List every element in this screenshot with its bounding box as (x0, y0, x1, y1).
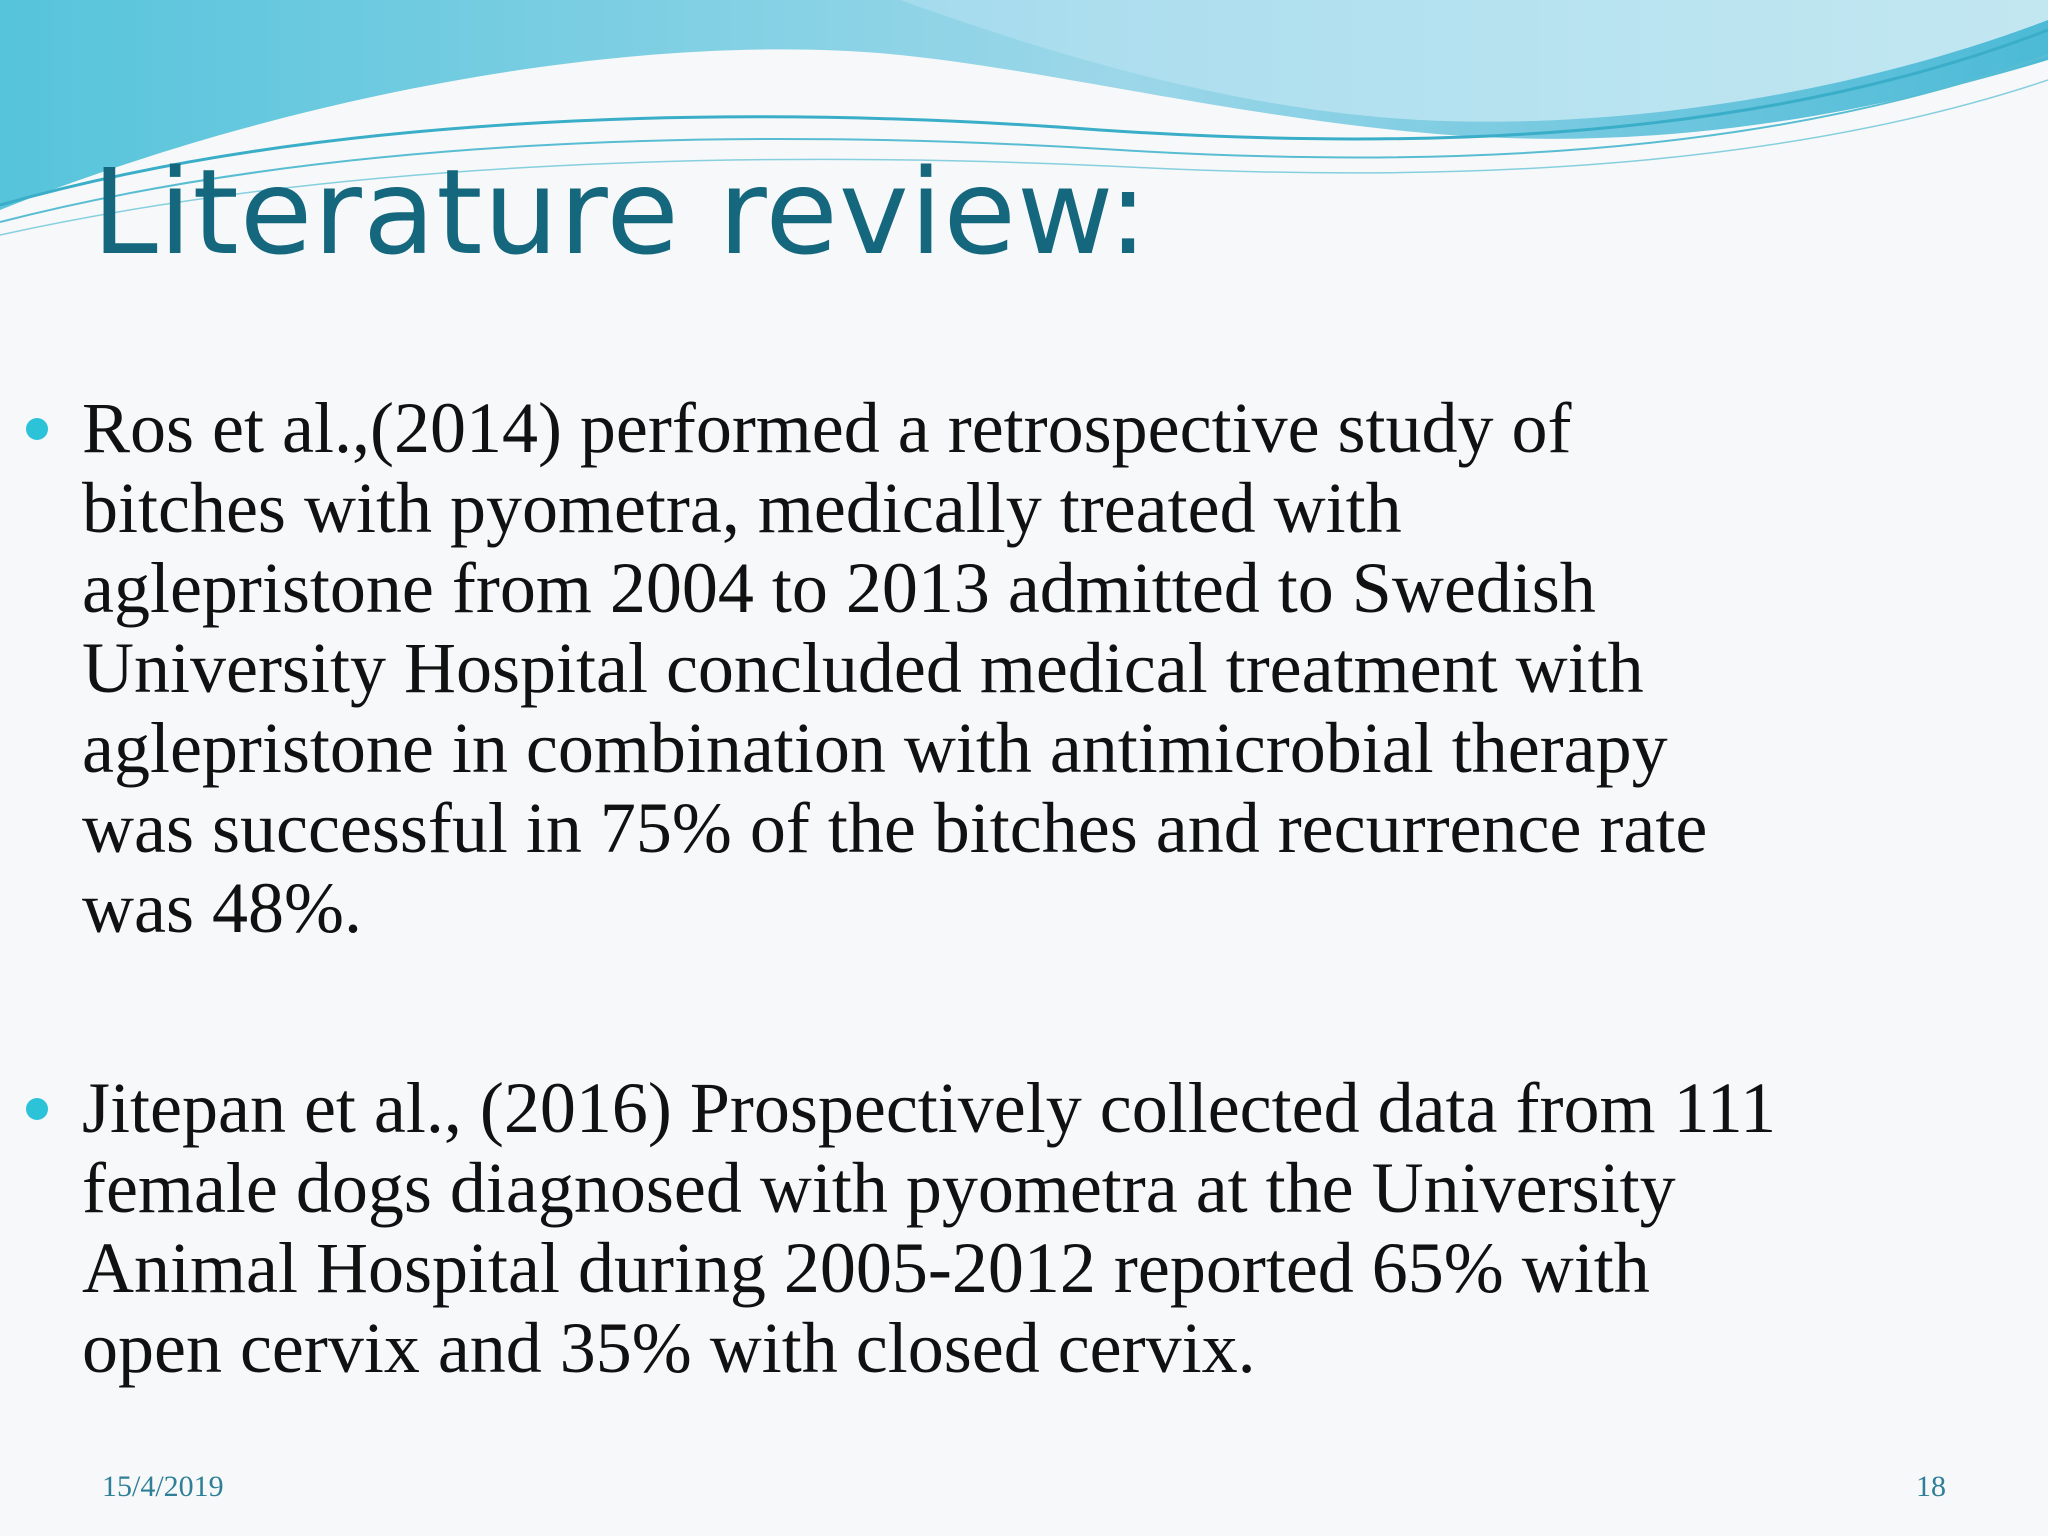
footer-page-number: 18 (1916, 1470, 1946, 1503)
bullet-line: bitches with pyometra, medically treated with (82, 468, 1402, 548)
slide-title: Literature review: (92, 143, 1149, 281)
bullet-line: Animal Hospital during 2005-2012 reported 65% with (82, 1228, 1650, 1308)
bullet-line: was successful in 75% of the bitches and recurrence rate (82, 788, 1708, 868)
bullet-dot-icon (26, 418, 48, 440)
bullet-line: aglepristone from 2004 to 2013 admitted to Swedish (82, 548, 1596, 628)
bullet-line: open cervix and 35% with closed cervix. (82, 1308, 1256, 1388)
bullet-item-ros-2014 (0, 388, 2048, 948)
bullet-line: Jitepan et al., (2016) Prospectively collected data from 111 (82, 1068, 1777, 1148)
bullet-line: was 48%. (82, 868, 362, 948)
bullet-list (0, 388, 2048, 1388)
bullet-line: female dogs diagnosed with pyometra at the University (82, 1148, 1676, 1228)
bullet-item-jitepan-2016 (0, 1068, 2048, 1388)
bullet-dot-icon (26, 1098, 48, 1120)
bullet-line: Ros et al.,(2014) performed a retrospective study of (82, 388, 1572, 468)
footer-date: 15/4/2019 (102, 1470, 224, 1503)
bullet-line: University Hospital concluded medical treatment with (82, 628, 1644, 708)
bullet-line: aglepristone in combination with antimicrobial therapy (82, 708, 1668, 788)
